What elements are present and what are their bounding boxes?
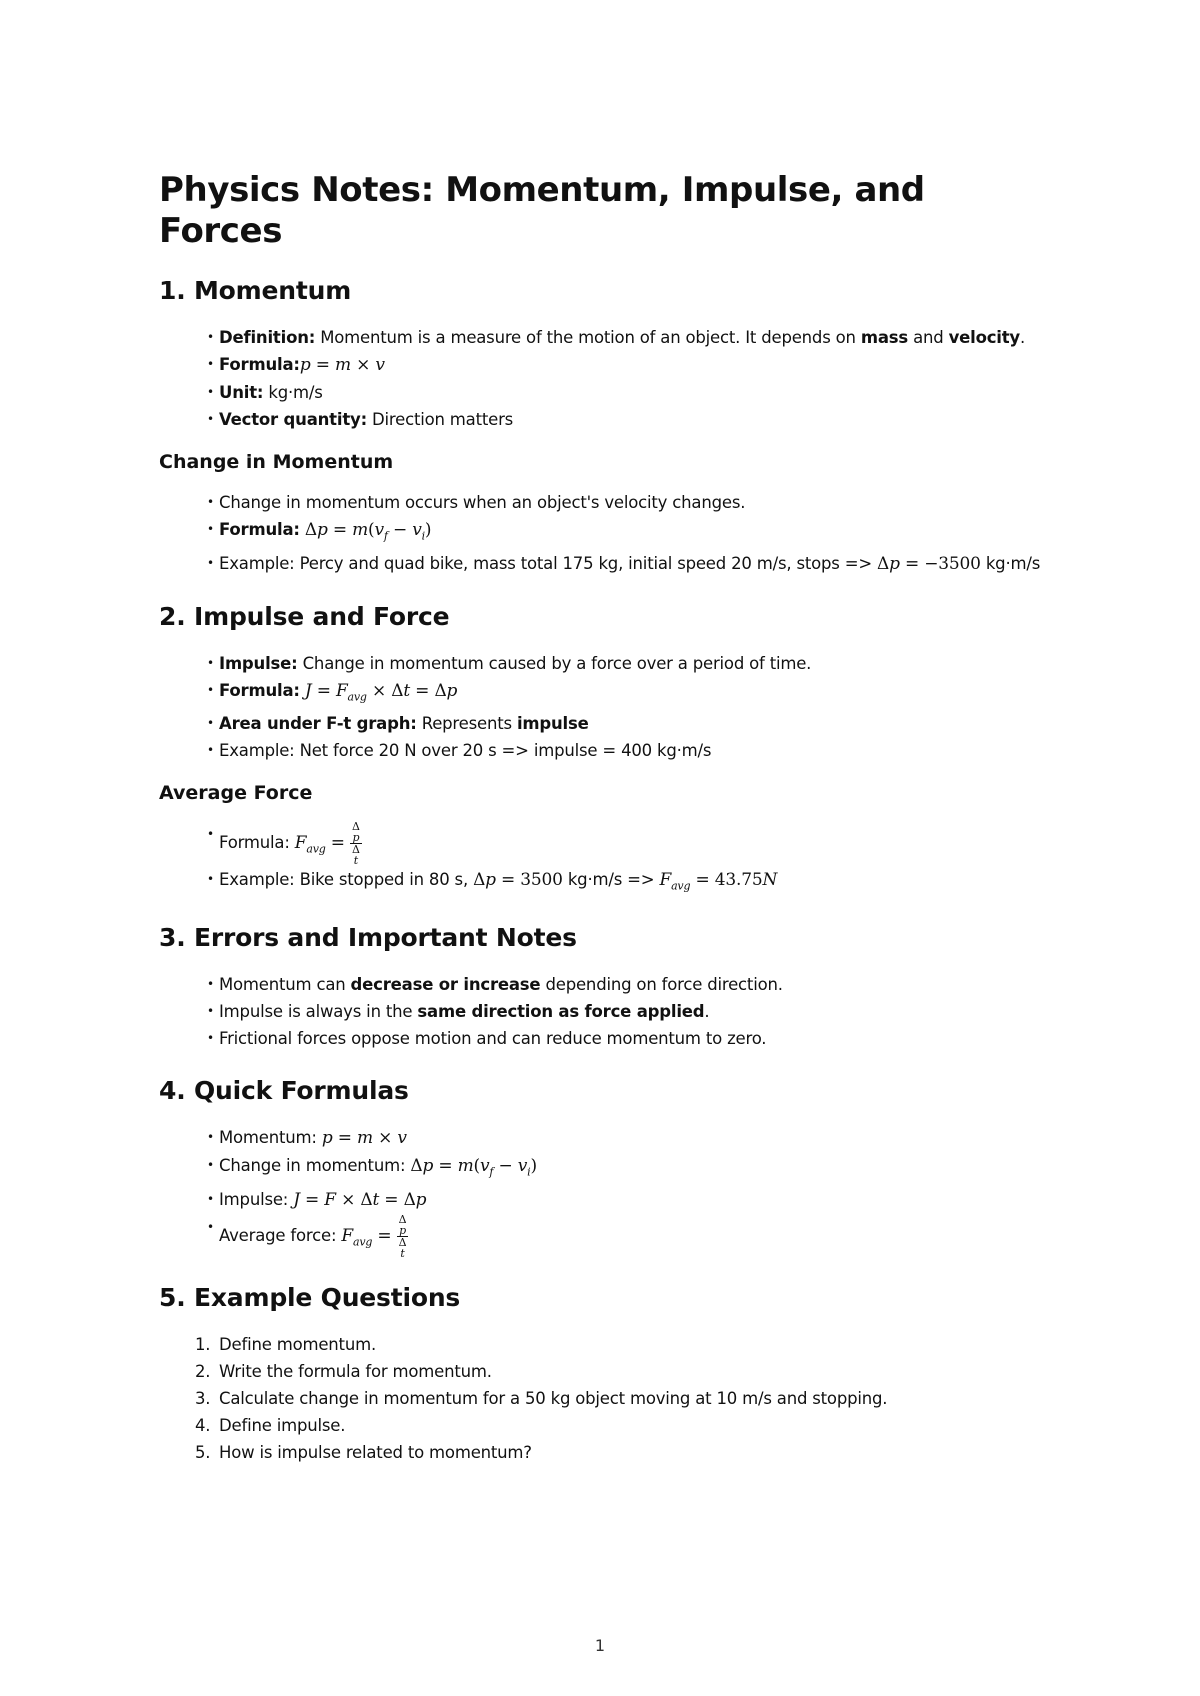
section-example-questions-heading: 5. Example Questions <box>159 1282 461 1312</box>
quick-formulas-list <box>159 1124 1059 1258</box>
list-item: • Momentum can decrease or increase depending on force direction. <box>159 971 1059 998</box>
section-momentum-heading: 1. Momentum <box>159 275 352 305</box>
list-item: • Frictional forces oppose motion and can reduce momentum to zero. <box>159 1025 1059 1052</box>
list-item: 5. How is impulse related to momentum? <box>195 1442 532 1462</box>
section-quick-formulas-heading: 4. Quick Formulas <box>159 1076 409 1106</box>
formula-momentum: p = m × v <box>299 354 385 375</box>
page-number: 1 <box>594 1636 606 1655</box>
list-item: • Definition: Momentum is a measure of the motion of an object. It depends on mass and velocity. <box>159 324 1059 351</box>
section-errors-heading: 3. Errors and Important Notes <box>159 923 577 953</box>
list-item: • Example: Net force 20 N over 20 s => impulse = 400 kg·m/s <box>159 737 1059 764</box>
formula-change-momentum: $\Delta p = m(v_f - v_i)$ <box>304 520 432 543</box>
example-questions-list <box>159 1331 1059 1466</box>
list-item: • Unit: kg·m/s <box>159 379 1059 406</box>
list-item: • Formula: $F_{avg}$ = Δ p Δ t <box>159 821 1059 866</box>
list-item: • Formula: $J = F_{avg} \times \Delta t = \Delta p$ <box>159 677 1059 710</box>
list-item: • Example: Percy and quad bike, mass total 175 kg, initial speed 20 m/s, stops => Δp = −3500 kg·m/s <box>159 550 1059 578</box>
list-item: 2. Write the formula for momentum. <box>195 1361 492 1381</box>
list-item: • Impulse: J = F × Δt = Δp <box>159 1186 1059 1214</box>
errors-list <box>159 971 1059 1052</box>
list-item: 4. Define impulse. <box>195 1415 346 1435</box>
impulse-list <box>159 650 1059 764</box>
list-item: • Vector quantity: Direction matters <box>159 406 1059 433</box>
average-force-heading: Average Force <box>159 782 313 805</box>
list-item: • Average force: $F_{avg}$ = Δ p Δ t <box>159 1214 1059 1259</box>
list-item: • Example: Bike stopped in 80 s, Δp = 3500 $kg\cdot m/s => F_{avg} = 43.75N$ <box>159 866 1059 899</box>
list-item: • Momentum: p = m × v <box>159 1124 1059 1152</box>
list-item: • Formula: $\Delta p = m(v_f - v_i)$ <box>159 516 1059 549</box>
change-in-momentum-heading: Change in Momentum <box>159 450 394 473</box>
list-item: • Formula:p = m × v <box>159 351 1059 379</box>
formula-impulse: $J = F_{avg} \times \Delta t = \Delta p$ <box>304 680 458 704</box>
average-force-list <box>159 821 1059 899</box>
change-momentum-list <box>159 489 1059 577</box>
list-item: • Change in momentum: $\Delta p = m(v_f - v_i)$ <box>159 1152 1059 1185</box>
page-title: Physics Notes: Momentum, Impulse, and Forces <box>159 170 925 251</box>
section-impulse-heading: 2. Impulse and Force <box>159 601 450 631</box>
list-item: 3. Calculate change in momentum for a 50 kg object moving at 10 m/s and stopping. <box>195 1388 888 1408</box>
list-item: • Impulse: Change in momentum caused by a force over a period of time. <box>159 650 1059 677</box>
list-item: • Area under F-t graph: Represents impulse <box>159 710 1059 737</box>
list-item: • Change in momentum occurs when an object's velocity changes. <box>159 489 1059 516</box>
document-page <box>159 170 1059 1466</box>
list-item: 1. Define momentum. <box>195 1334 376 1354</box>
list-item: • Impulse is always in the same direction as force applied. <box>159 998 1059 1025</box>
momentum-list <box>159 324 1059 433</box>
formula-average-force: $F_{avg}$ = Δ p Δ t <box>294 819 360 867</box>
